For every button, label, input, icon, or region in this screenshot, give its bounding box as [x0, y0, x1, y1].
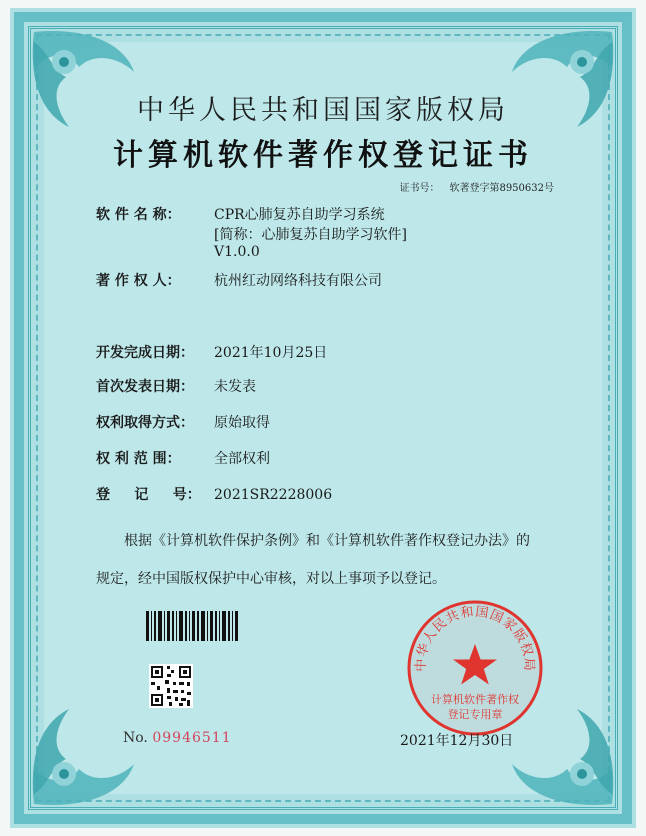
qr-code-icon: [149, 664, 193, 708]
serial-number: [123, 730, 232, 746]
certificate-title: 计算机软件著作权登记证书: [113, 138, 533, 173]
field-dev-date: [96, 342, 327, 362]
field-value: 未发表: [214, 379, 256, 395]
official-seal-icon: [405, 598, 545, 738]
serial-value: 09946511: [152, 730, 232, 746]
issuer-title: 中华人民共和国国家版权局: [137, 95, 509, 126]
field-value: 原始取得: [214, 415, 270, 431]
field-value: 全部权利: [214, 451, 270, 467]
field-label: 著 作 权 人：: [96, 273, 181, 289]
issue-date: 2021年12月30日: [400, 733, 514, 749]
field-label: 开发完成日期：: [96, 345, 194, 361]
statement-line-2: 规定，经中国版权保护中心审核，对以上事项予以登记。: [96, 571, 446, 587]
software-short-name-line: [简称：心肺复苏自助学习软件]: [214, 227, 407, 243]
field-label: 权利取得方式：: [96, 415, 194, 431]
field-label: 登 记 号：: [96, 487, 201, 503]
serial-prefix: No.: [123, 730, 148, 746]
field-registration-number: [96, 484, 332, 504]
field-software-name: [96, 204, 214, 224]
corner-ornament-icon: [24, 704, 144, 814]
field-value: 杭州红动网络科技有限公司: [214, 273, 382, 289]
certificate: [10, 8, 636, 828]
field-owner: [96, 270, 382, 290]
barcode-icon: [146, 611, 238, 641]
field-publish-date: [96, 376, 256, 396]
seal-line-2: 登记专用章: [447, 708, 503, 721]
field-value: 2021SR2228006: [214, 487, 333, 503]
software-version-line: V1.0.0: [214, 244, 260, 260]
field-label: 权 利 范 围：: [96, 451, 181, 467]
svg-text:中华人民共和国国家版权局: 中华人民共和国国家版权局: [413, 604, 537, 672]
field-acquire-method: [96, 412, 270, 432]
field-value: 2021年10月25日: [214, 345, 328, 361]
field-rights-scope: [96, 448, 270, 468]
certificate-number: [399, 179, 554, 194]
field-label: 软 件 名 称：: [96, 207, 181, 223]
software-name-line: CPR心肺复苏自助学习系统: [214, 207, 385, 223]
statement-line-1: 根据《计算机软件保护条例》和《计算机软件著作权登记办法》的: [124, 533, 530, 549]
field-label: 首次发表日期：: [96, 379, 194, 395]
seal-line-1: 计算机软件著作权: [431, 693, 519, 706]
certificate-number-value: 软著登字第8950632号: [449, 183, 554, 194]
certificate-number-label: 证书号：: [399, 183, 440, 194]
